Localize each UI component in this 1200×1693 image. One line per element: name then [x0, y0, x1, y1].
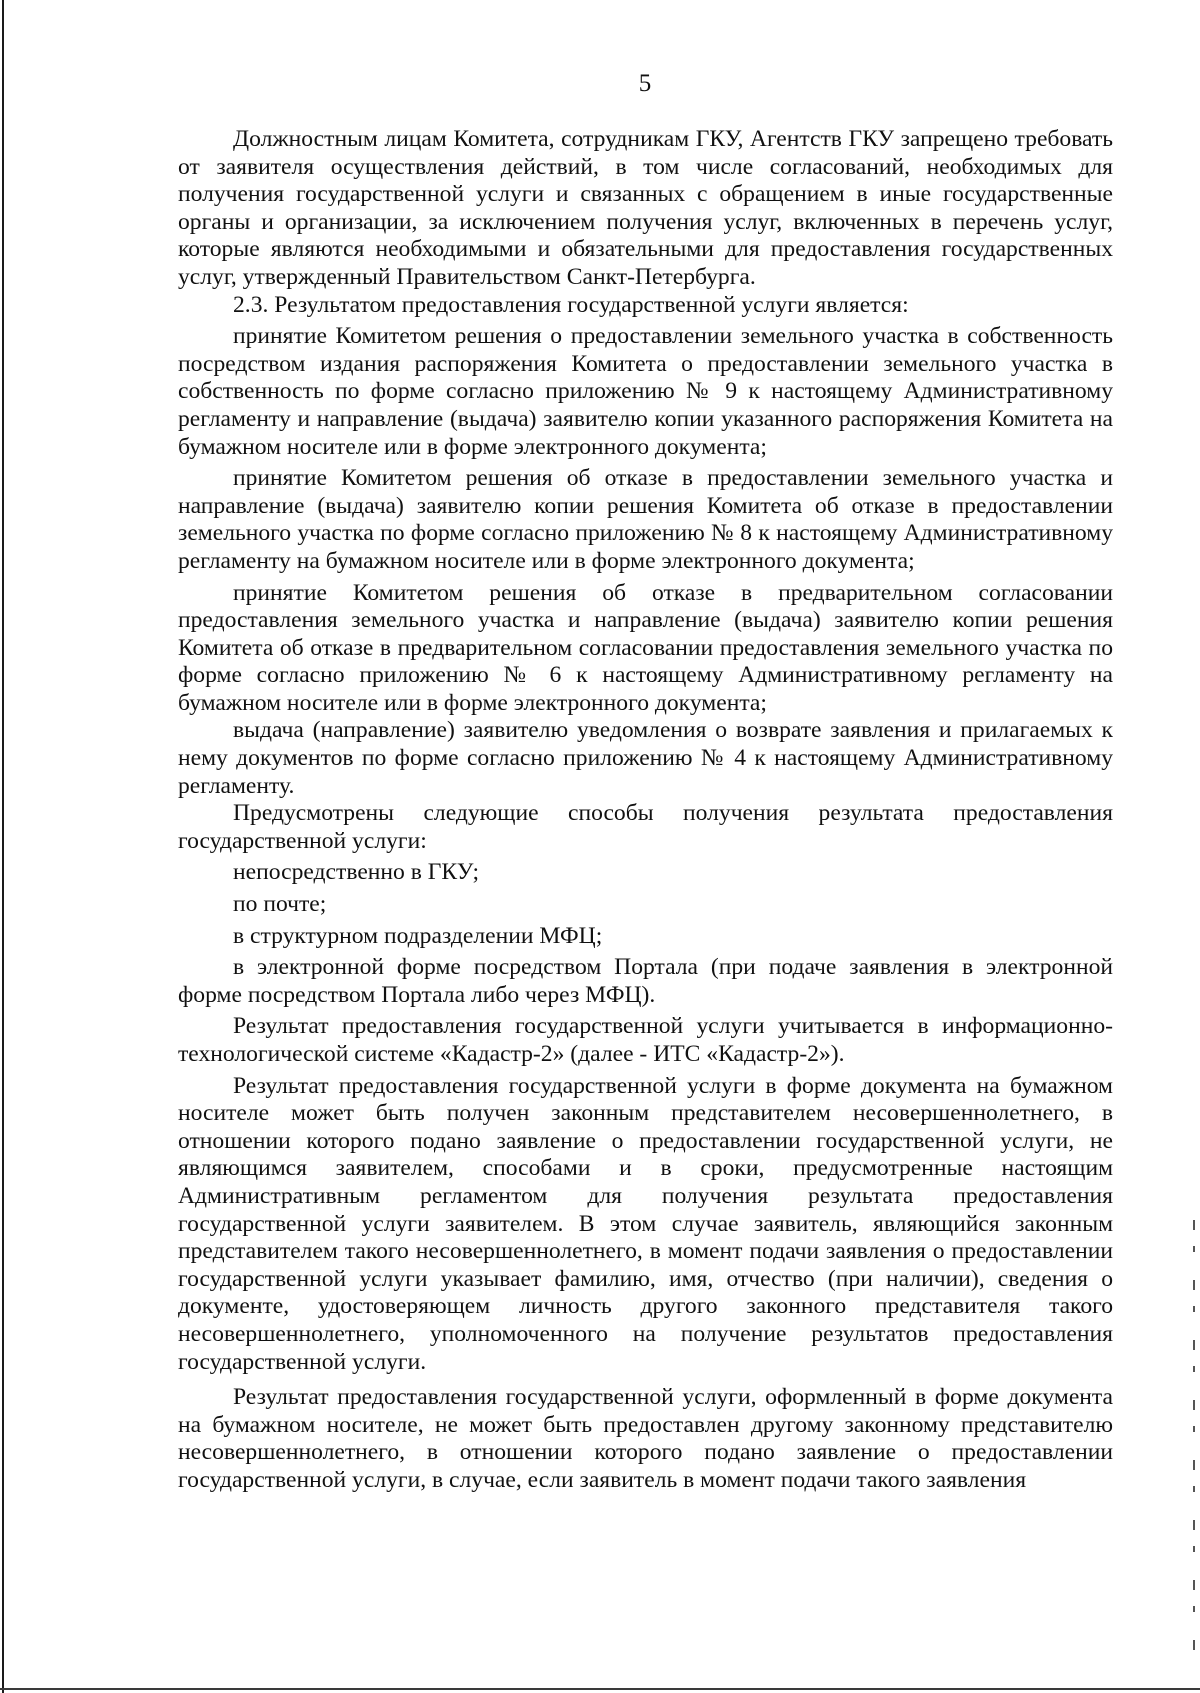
paragraph-result-preliminary-refusal: принятие Комитетом решения об отказе в предварительном согласовании предоставления земельного участка и направление (выдача) заявителю копии решения Комитета об отказе в предварительном согласовании предоставления земельного участка по форме согласно приложению № 6 к настоящему Административному регламенту на бумажном носителе или в форме электронного документа; [178, 579, 1113, 716]
paragraph-result-refusal: принятие Комитетом решения об отказе в предоставлении земельного участка и направление (выдача) заявителю копии решения Комитета об отказе в предоставлении земельного участка по форме согласно приложению № 8 к настоящему Административному регламенту на бумажном носителе или в форме электронного документа; [178, 465, 1113, 574]
list-item-mfc: в структурном подразделении МФЦ; [233, 922, 603, 949]
paragraph-prohibition: Должностным лицам Комитета, сотрудникам ГКУ, Агентств ГКУ запрещено требовать от заявителя осуществления действий, в том числе согласований, необходимых для получения государственной услуги и связанных с обращением в иные государственные органы и организации, за исключением получения услуг, включенных в перечень услуг, которые являются необходимыми и обязательными для предоставления государственных услуг, утвержденный Правительством Санкт-Петербурга. [178, 126, 1113, 290]
paragraph-not-provided: Результат предоставления государственной услуги, оформленный в форме документа на бумажном носителе, не может быть предоставлен другому законному представителю несовершеннолетнего, в отношении которого подано заявление о предоставлении государственной услуги, в случае, если заявитель в момент подачи такого заявления [178, 1384, 1113, 1493]
scan-bottom-edge [0, 1688, 1200, 1690]
scan-right-marks [1193, 1220, 1195, 1660]
paragraph-result-ownership: принятие Комитетом решения о предоставлении земельного участка в собственность посредством издания распоряжения Комитета о предоставлении земельного участка в собственность по форме согласно приложению № 9 к настоящему Административному регламенту и направление (выдача) заявителю копии указанного распоряжения Комитета на бумажном носителе или в форме электронного документа; [178, 323, 1113, 460]
list-item-gku: непосредственно в ГКУ; [233, 859, 480, 886]
paragraph-section-2-3: 2.3. Результатом предоставления государственной услуги является: [233, 291, 909, 318]
paragraph-delivery-methods: Предусмотрены следующие способы получения результата предоставления государственной услуги: [178, 800, 1113, 854]
document-body [178, 126, 1113, 1495]
paragraph-result-return-notice: выдача (направление) заявителю уведомления о возврате заявления и прилагаемых к нему документов по форме согласно приложению № 4 к настоящему Административному регламенту. [178, 717, 1113, 799]
list-item-portal: в электронной форме посредством Портала (при подаче заявления в электронной форме посредством Портала либо через МФЦ). [178, 954, 1113, 1008]
scan-left-edge [2, 0, 4, 1693]
paragraph-kadastr: Результат предоставления государственной услуги учитывается в информационно-технологической системе «Кадастр-2» (далее - ИТС «Кадастр-2»). [178, 1013, 1113, 1067]
page-number: 5 [638, 70, 652, 97]
list-item-mail: по почте; [233, 891, 327, 918]
paragraph-legal-representative: Результат предоставления государственной услуги в форме документа на бумажном носителе может быть получен законным представителем несовершеннолетнего, в отношении которого подано заявление о предоставлении государственной услуги, не являющимся заявителем, способами и в сроки, предусмотренные настоящим Административным регламентом для получения результата предоставления государственной услуги заявителем. В этом случае заявитель, являющийся законным представителем такого несовершеннолетнего, в момент подачи заявления о предоставлении государственной услуги указывает фамилию, имя, отчество (при наличии), сведения о документе, удостоверяющем личность другого законного представителя такого несовершеннолетнего, уполномоченного на получение результатов предоставления государственной услуги. [178, 1072, 1113, 1375]
